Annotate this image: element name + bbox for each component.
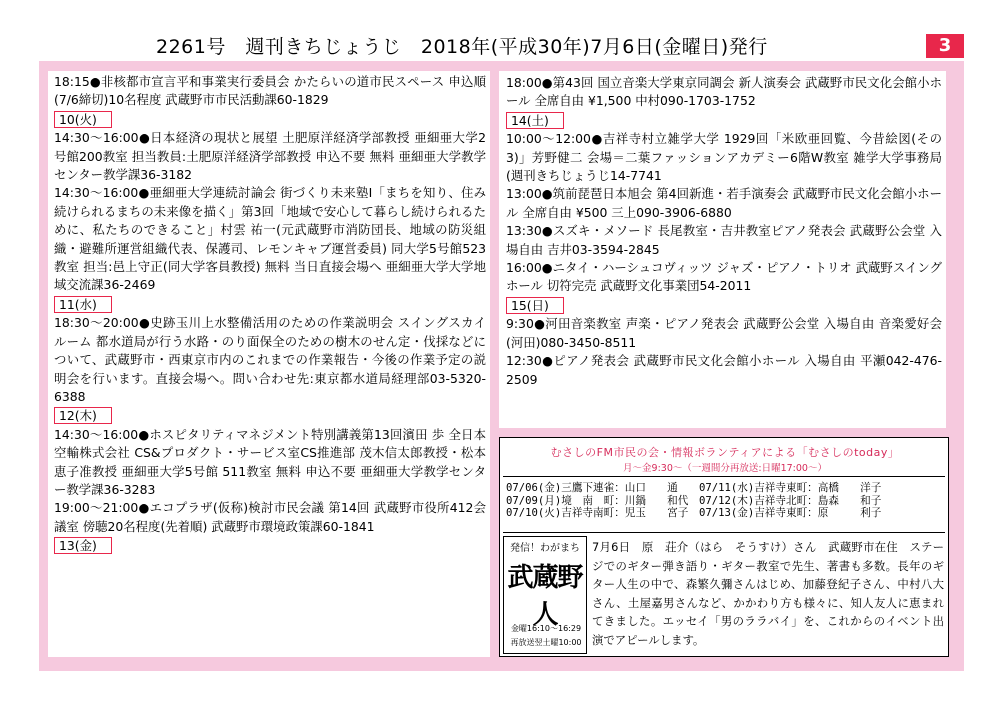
schedule-row: 07/06(金)三鷹下連雀：山口 通 07/11(水)吉祥寺東町：高橋 洋子 [506, 482, 882, 494]
divider [503, 532, 945, 533]
musashinojin-logo [503, 536, 587, 654]
events-right-column [499, 71, 946, 428]
events-left-column [48, 71, 490, 657]
event-entry: 19:00～21:00●エコプラザ(仮称)検討市民会議 第14回 武蔵野市役所412会議室 傍聴20名程度(先着順) 武蔵野市環境政策課60-1841 [54, 500, 486, 534]
event-entry: 16:00●ニタイ・ハーシュコヴィッツ ジャズ・ピアノ・トリオ 武蔵野スイングホール 切符完売 武蔵野文化事業団54-2011 [506, 260, 942, 294]
date-heading-row [506, 111, 942, 130]
page-header [0, 30, 992, 64]
event-entry: 12:30●ピアノ発表会 武蔵野市民文化会館小ホール 入場自由 平瀬042-476-2509 [506, 353, 942, 387]
schedule-row: 07/09(月)境 南 町：川鍋 和代 07/12(木)吉祥寺北町：島森 和子 [506, 494, 882, 507]
event-entry: 18:00●第43回 国立音楽大学東京同調会 新人演奏会 武蔵野市民文化会館小ホール 全席自由 ¥1,500 中村090-1703-1752 [506, 75, 942, 109]
radio-presenter-schedule [506, 482, 946, 520]
event-entry: 18:15●非核都市宣言平和事業実行委員会 かたらいの道市民スペース 申込順(7/6締切)10名程度 武蔵野市市民活動課60-1829 [54, 74, 486, 108]
date-heading: 15(日) [506, 297, 564, 314]
radio-info-box [499, 437, 949, 657]
divider [503, 476, 945, 477]
event-entry: 14:30～16:00●日本経済の現状と展望 土肥原洋経済学部教授 亜細亜大学2号館200教室 担当教員:土肥原洋経済学部教授 申込不要 無料 亜細亜大学教学センター教学課36-3182 [54, 130, 486, 183]
newsletter-title: 2261号 週刊きちじょうじ 2018年(平成30年)7月6日(金曜日)発行 [156, 36, 768, 58]
event-entry: 9:30●河田音楽教室 声楽・ピアノ発表会 武蔵野公会堂 入場自由 音楽愛好会(河田)080-3450-8511 [506, 316, 942, 350]
event-entry: 14:30～16:00●亜細亜大学連続討論会 街づくり未来塾Ⅰ「まちを知り、住み続けられるまちの未来像を描く」第3回「地域で安心して暮らし続けられるために、私たちのできること」村雲 祐一(元武蔵野市消防団長、地域の防災組織・避難所運営組織代表、保護司、レモンキャブ運営委員) 同大学5号館523教室 担当:邑上守正(同大学客員教授) 無料 当日直接会場へ 亜細亜大学大学地域交流課36-2469 [54, 185, 486, 293]
date-heading-row [54, 295, 486, 314]
feature-article: 7月6日 原 荘介（はら そうすけ）さん 武蔵野市在住 ステージでのギター弾き語り・ギター教室で先生、著書も多数。長年のギター人生の中で、森繁久彌さんはじめ、加藤登紀子さん、中村八大さん、土屋嘉男さんなど、かかわり方も様々に、知人友人に恵まれてきました。エッセイ「男のララバイ」を、これからのイベント出演でアピールします。 [592, 540, 944, 647]
date-heading: 10(火) [54, 111, 112, 128]
event-entry: 14:30～16:00●ホスピタリティマネジメント特別講義第13回濱田 歩 全日本空輸株式会社 CS&プロダクト・サービス室CS推進部 茂木信太郎教授・松本恵子准教授 亜細亜大学5号館 511教室 無料 申込不要 亜細亜大学教学センター教学課36-3283 [54, 426, 486, 497]
left-column-content [54, 73, 486, 556]
radio-program-title: むさしのFM市民の会・情報ボランティアによる「むさしのtoday」 [550, 446, 900, 459]
date-heading: 11(水) [54, 296, 112, 313]
event-entry: 18:30～20:00●史跡玉川上水整備活用のための作業説明会 スイングスカイルーム 都水道局が行う水路・のり面保全のための樹木のせん定・伐採などについて、武蔵野市・西東京市内のこれまでの作業報告・今後の作業予定の説明会を行います。直接会場へ。問い合わせ先:東京都水道局経理部03-5320-6388 [54, 315, 486, 404]
date-heading-row [54, 110, 486, 129]
date-heading: 14(土) [506, 112, 564, 129]
date-heading: 12(木) [54, 407, 112, 424]
event-entry: 13:00●筑前琵琶日本旭会 第4回新進・若手演奏会 武蔵野市民文化会館小ホール 全席自由 ¥500 三上090-3906-6880 [506, 186, 942, 220]
date-heading: 13(金) [54, 537, 112, 554]
date-heading-row [506, 296, 942, 315]
logo-broadcast-time: 金曜16:10～16:29 [510, 624, 582, 633]
right-column-content [506, 74, 942, 389]
event-entry: 13:30●スズキ・メソード 長尾教室・吉井教室ピアノ発表会 武蔵野公会堂 入場自由 吉井03-3594-2845 [506, 223, 942, 257]
date-heading-row [54, 536, 486, 555]
event-entry: 10:00～12:00●吉祥寺村立雑学大学 1929回「米欧亜回覧、今昔絵図(その3)」芳野健二 会場＝二葉ファッションアカデミー6階W教室 雑学大学事務局(週刊きちじょうじ14-7741 [506, 131, 942, 184]
logo-caption: 発信！わがまち [510, 543, 580, 554]
date-heading-row [54, 406, 486, 425]
logo-rebroadcast-time: 再放送翌土曜10:00 [510, 638, 582, 647]
schedule-row: 07/10(火)吉祥寺南町：児玉 宮子 07/13(金)吉祥寺東町：原 利子 [506, 507, 882, 520]
radio-program-schedule-note: 月～金9:30～（一週間分再放送:日曜17:00～） [623, 463, 827, 474]
logo-title: 武蔵野人 [507, 563, 583, 630]
page-number-badge: 3 [926, 34, 964, 58]
